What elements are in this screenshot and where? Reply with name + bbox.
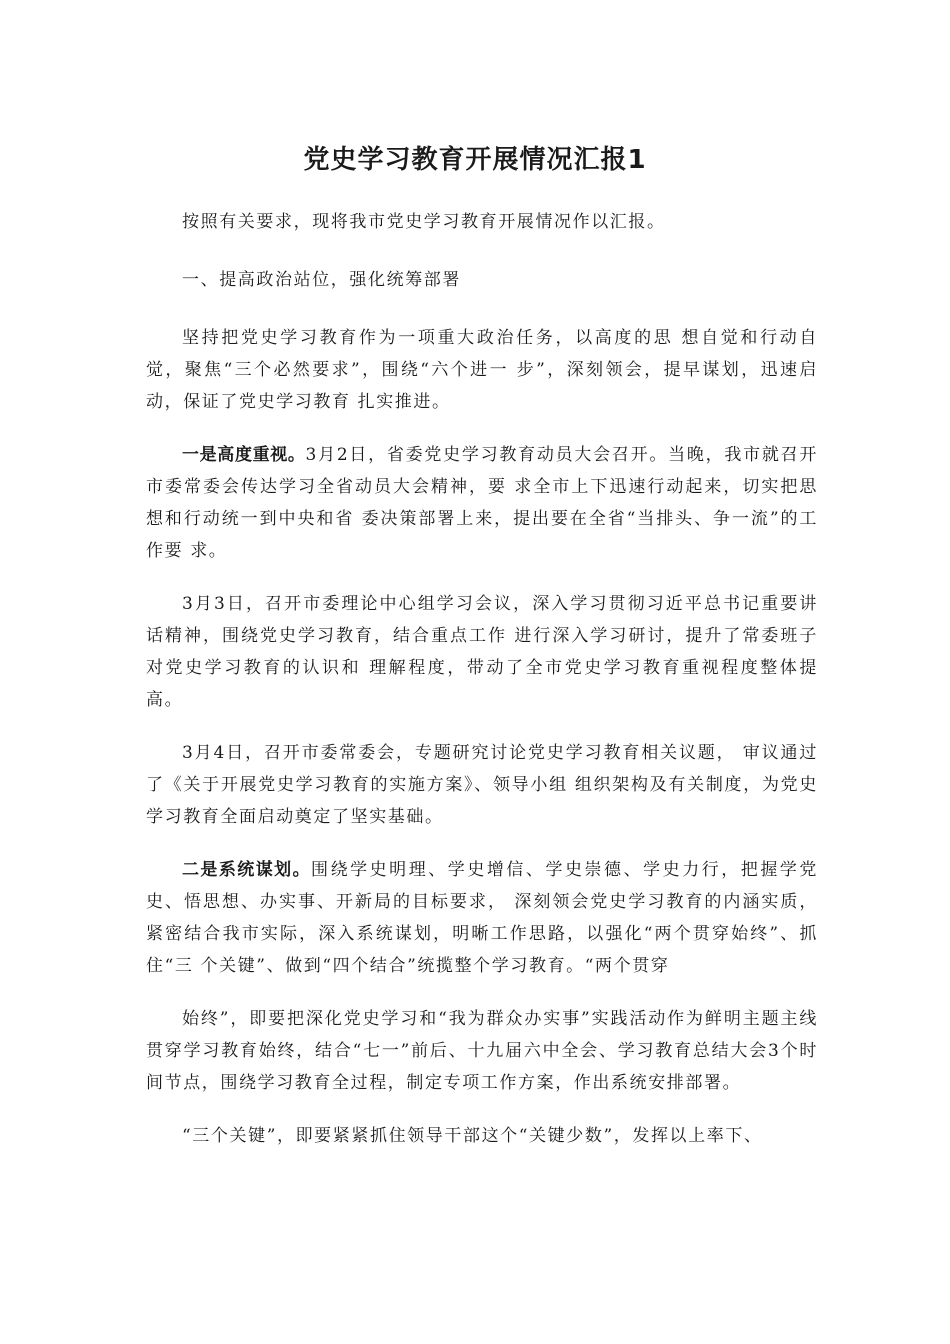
paragraph-three-keys [146, 1120, 818, 1152]
paragraph-lead: 二是系统谋划。 [182, 860, 312, 880]
paragraph-systematic-planning [146, 854, 818, 982]
document-title: 党史学习教育开展情况汇报1 [303, 145, 647, 175]
paragraph-text: 3月2日，省委党史学习教育动员大会召开。当晚，我市就召开市委常委会传达学习全省动员大会精神，要 求全市上下迅速行动起来，切实把思想和行动统一到中央和省 委决策部署上来，提出要在全省“当排头、争一流”的工作要 求。 [146, 445, 818, 561]
section-heading-text: 一、提高政治站位，强化统筹部署 [182, 270, 461, 290]
paragraph-march-3 [146, 588, 818, 716]
section-heading [146, 264, 818, 296]
paragraph-two-throughout [146, 1003, 818, 1099]
paragraph-march-4 [146, 737, 818, 833]
document-body [146, 206, 818, 1152]
paragraph-text: 按照有关要求，现将我市党史学习教育开展情况作以汇报。 [182, 212, 666, 232]
paragraph-text: 3月4日，召开市委常委会，专题研究讨论党史学习教育相关议题， 审议通过了《关于开展党史学习教育的实施方案》、领导小组 组织架构及有关制度，为党史学习教育全面启动奠定了坚实基础。 [146, 743, 818, 827]
paragraph-text: 3月3日，召开市委理论中心组学习会议，深入学习贯彻习近平总书记重要讲话精神，围绕党史学习教育，结合重点工作 进行深入学习研讨，提升了常委班子对党史学习教育的认识和 理解程度，带动了全市党史学习教育重视程度整体提高。 [146, 594, 818, 710]
paragraph-text: 坚持把党史学习教育作为一项重大政治任务，以高度的思 想自觉和行动自觉，聚焦“三个必然要求”，围绕“六个进一 步”，深刻领会，提早谋划，迅速启动，保证了党史学习教育 扎实推进。 [146, 328, 818, 412]
paragraph-text: “三个关键”，即要紧紧抓住领导干部这个“关键少数”，发挥以上率下、 [182, 1126, 763, 1146]
paragraph-high-priority [146, 439, 818, 567]
paragraph-intro [146, 206, 818, 238]
paragraph-overview [146, 322, 818, 418]
paragraph-lead: 一是高度重视。 [182, 445, 306, 465]
paragraph-text: 围绕学史明理、学史增信、学史崇德、学史力行，把握学党史、悟思想、办实事、开新局的目标要求， 深刻领会党史学习教育的内涵实质，紧密结合我市实际，深入系统谋划，明晰工作思路，以强化“两个贯穿始终”、抓住“三 个关键”、做到“四个结合”统揽整个学习教育。“两个贯穿 [146, 860, 818, 976]
paragraph-text: 始终”，即要把深化党史学习和“我为群众办实事”实践活动作为鲜明主题主线贯穿学习教育始终，结合“七一”前后、十九届六中全会、学习教育总结大会3个时间节点，围绕学习教育全过程，制定专项工作方案，作出系统安排部署。 [146, 1009, 818, 1093]
